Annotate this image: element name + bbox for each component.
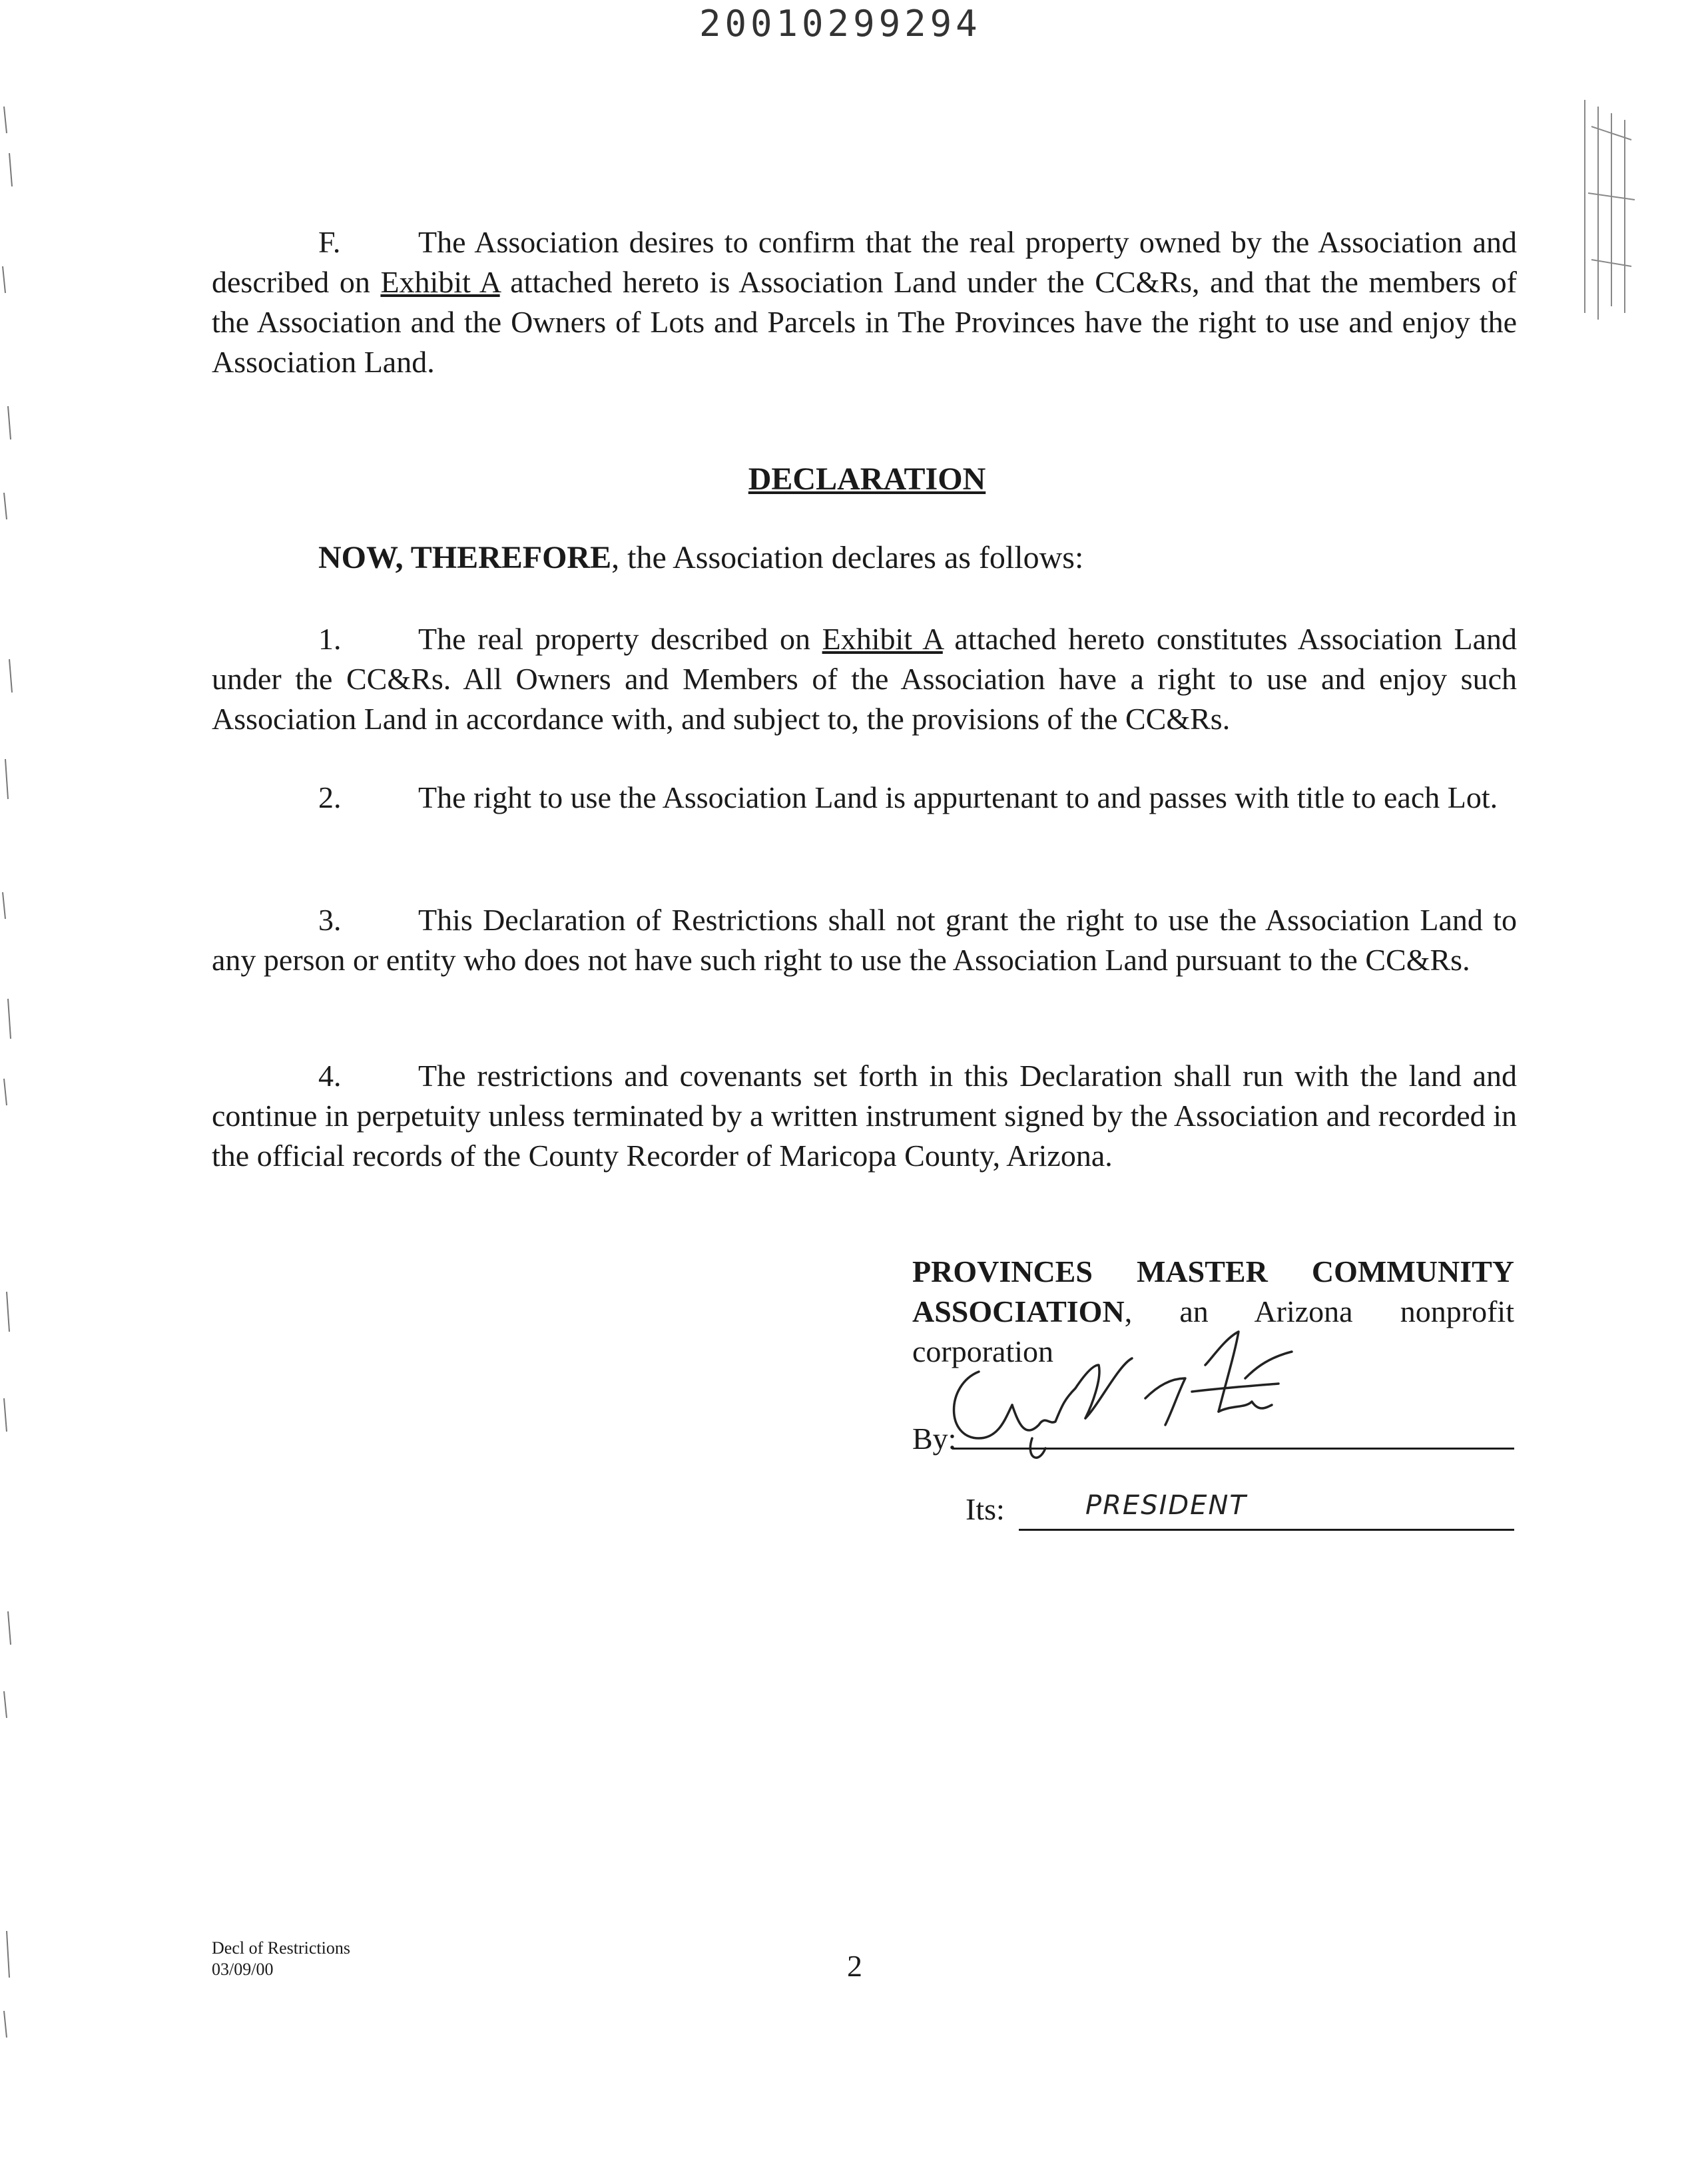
signatory-organization <box>912 1252 1514 1332</box>
signatory-org-type: corporation <box>912 1334 1054 1368</box>
declaration-heading-text: DECLARATION <box>748 461 986 497</box>
its-rule <box>1019 1529 1514 1531</box>
declaration-item-3-number: 3. <box>318 903 342 937</box>
recital-f-text-after: attached hereto is Association Land under the CC&Rs, and that the members of the Association and the Owners of Lots and Parcels in The Provinces have the right to use and enjoy the Association Land. <box>212 265 1517 379</box>
declaration-item-1-text-after: attached hereto constitutes Association Land under the CC&Rs. All Owners and Members of the Association have a right to use and enjoy such Association Land in accordance with, and subject to, the provisions of the CC&Rs. <box>212 622 1517 736</box>
declaration-item-1-exhibit-ref: Exhibit A <box>822 622 943 656</box>
recital-f-text-before: The Association desires to confirm that the real property owned by the Association and described on <box>212 225 1517 299</box>
declaration-item-4-number: 4. <box>318 1059 342 1093</box>
declaration-item-2-text: The right to use the Association Land is appurtenant to and passes with title to each Lot. <box>418 780 1498 814</box>
by-rule <box>952 1448 1514 1450</box>
scan-edge-marks-left <box>0 93 20 2091</box>
signature-by-line <box>912 1418 1514 1465</box>
declaration-lead-rest: , the Association declares as follows: <box>611 540 1084 575</box>
declaration-item-1-number: 1. <box>318 622 342 656</box>
declaration-item-2 <box>212 778 1517 818</box>
by-label: By: <box>912 1422 957 1456</box>
recital-f-exhibit-ref: Exhibit A <box>380 265 500 299</box>
its-label: Its: <box>966 1492 1005 1526</box>
its-value-handwritten: PRESIDENT <box>1085 1490 1247 1521</box>
recording-number: 20010299294 <box>699 3 982 45</box>
declaration-item-2-number: 2. <box>318 780 342 814</box>
recital-f-label: F. <box>318 225 341 259</box>
declaration-item-1-text-before: The real property described on <box>418 622 822 656</box>
signatory-org-name: PROVINCES MASTER COMMUNITY ASSOCIATION <box>912 1254 1514 1328</box>
signature-its-line <box>966 1492 1514 1538</box>
footer-doc-name: Decl of Restrictions <box>212 1938 350 1958</box>
recital-f <box>212 222 1517 382</box>
declaration-lead <box>318 539 1083 576</box>
declaration-lead-bold: NOW, THEREFORE <box>318 540 612 575</box>
footer-doc-date: 03/09/00 <box>212 1960 274 1979</box>
scan-edge-marks-right <box>1578 100 1638 320</box>
declaration-item-1 <box>212 619 1517 739</box>
declaration-item-4 <box>212 1056 1517 1176</box>
signatory-org-descriptor: , an Arizona nonprofit <box>1124 1294 1514 1328</box>
declaration-item-4-text: The restrictions and covenants set forth in this Declaration shall run with the land and continue in perpetuity unless terminated by a written instrument signed by the Association and recorded in the official records of the County Recorder of Maricopa County, Arizona. <box>212 1059 1517 1173</box>
page-number: 2 <box>847 1949 862 1983</box>
footer-doc-info <box>212 1938 350 1980</box>
declaration-item-3 <box>212 900 1517 980</box>
declaration-item-3-text: This Declaration of Restrictions shall not grant the right to use the Association Land to any person or entity who does not have such right to use the Association Land pursuant to the CC&Rs. <box>212 903 1517 977</box>
declaration-heading <box>0 461 1694 497</box>
